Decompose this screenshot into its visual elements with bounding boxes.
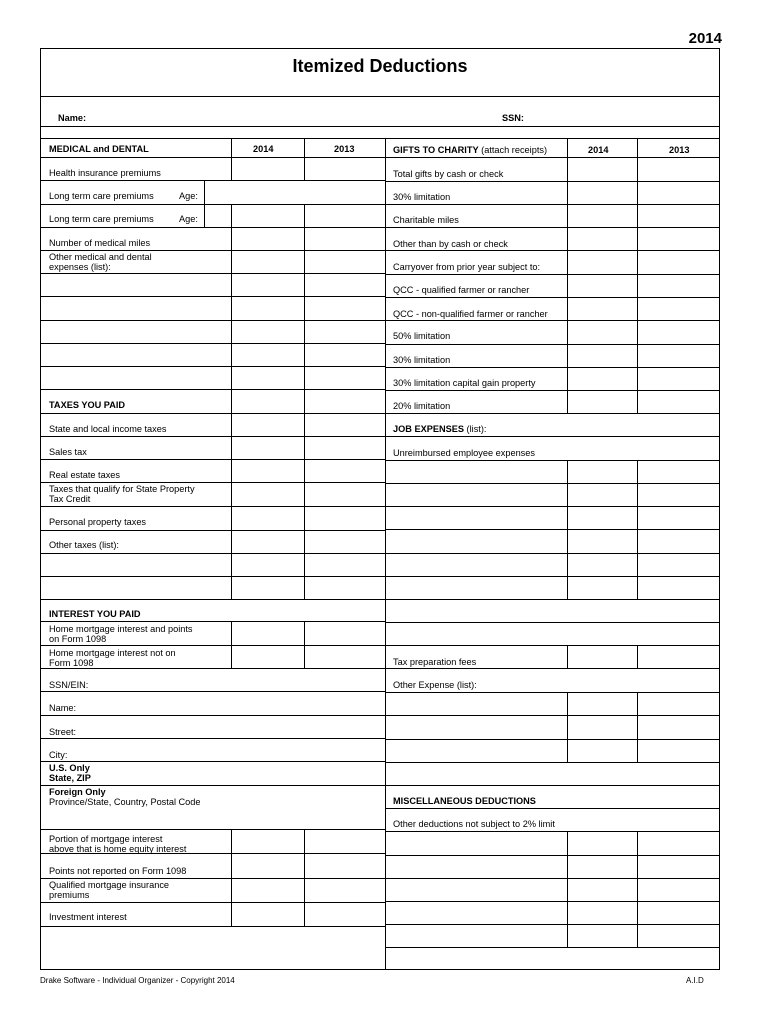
grid-rule bbox=[40, 126, 720, 127]
grid-rule bbox=[385, 924, 720, 925]
grid-rule bbox=[231, 138, 232, 180]
name-label: Name: bbox=[58, 113, 87, 123]
grid-rule bbox=[385, 344, 720, 345]
medical-miles-label: Number of medical miles bbox=[49, 238, 151, 248]
other-taxes-label: Other taxes (list): bbox=[49, 540, 119, 550]
limitation-20-label: 20% limitation bbox=[393, 401, 451, 411]
grid-rule bbox=[40, 366, 385, 367]
grid-rule bbox=[40, 389, 385, 390]
grid-rule bbox=[385, 274, 720, 275]
grid-rule bbox=[304, 621, 305, 668]
grid-rule bbox=[40, 459, 385, 460]
grid-rule bbox=[385, 227, 720, 228]
state-local-taxes-label: State and local income taxes bbox=[49, 424, 167, 434]
grid-rule bbox=[40, 761, 385, 762]
grid-rule bbox=[40, 436, 385, 437]
gifts-header-text: GIFTS TO CHARITY bbox=[393, 145, 479, 155]
grid-rule bbox=[567, 138, 568, 413]
grid-rule bbox=[385, 204, 720, 205]
grid-rule bbox=[567, 645, 568, 668]
limitation-30b-label: 30% limitation bbox=[393, 355, 451, 365]
gifts-header-note: (attach receipts) bbox=[481, 145, 548, 155]
grid-rule bbox=[385, 668, 720, 669]
grid-rule bbox=[40, 138, 720, 139]
form-year: 2014 bbox=[688, 30, 722, 47]
medical-dental-header: MEDICAL and DENTAL bbox=[49, 144, 149, 154]
carryover-label: Carryover from prior year subject to: bbox=[393, 262, 541, 272]
grid-rule bbox=[40, 273, 385, 274]
grid-rule bbox=[304, 413, 305, 599]
grid-rule bbox=[385, 901, 720, 902]
grid-rule bbox=[304, 204, 305, 413]
qcc-qualified-label: QCC - qualified farmer or rancher bbox=[393, 285, 530, 295]
grid-rule bbox=[40, 227, 385, 228]
grid-rule bbox=[40, 157, 720, 158]
city-label: City: bbox=[49, 750, 68, 760]
gifts-to-charity-header bbox=[393, 145, 547, 155]
qcc-non-qualified-label: QCC - non-qualified farmer or rancher bbox=[393, 309, 548, 319]
footer-code: A.I.D bbox=[686, 976, 704, 985]
grid-rule bbox=[567, 460, 568, 599]
grid-rule bbox=[40, 250, 385, 251]
total-gifts-label: Total gifts by cash or check bbox=[393, 169, 504, 179]
grid-rule bbox=[40, 715, 385, 716]
investment-interest-label: Investment interest bbox=[49, 912, 127, 922]
other-than-cash-label: Other than by cash or check bbox=[393, 239, 508, 249]
grid-rule bbox=[385, 506, 720, 507]
health-insurance-label: Health insurance premiums bbox=[49, 168, 161, 178]
grid-rule bbox=[40, 482, 385, 483]
grid-rule bbox=[40, 553, 385, 554]
grid-rule bbox=[385, 808, 720, 809]
grid-rule bbox=[40, 738, 385, 739]
grid-rule bbox=[385, 483, 720, 484]
grid-rule bbox=[637, 831, 638, 947]
taxes-paid-header: TAXES YOU PAID bbox=[49, 400, 126, 410]
grid-rule bbox=[40, 530, 385, 531]
grid-rule bbox=[385, 715, 720, 716]
limitation-50-label: 50% limitation bbox=[393, 331, 451, 341]
grid-rule bbox=[204, 180, 205, 227]
age-label-2: Age: bbox=[179, 214, 198, 224]
long-term-care-label-1: Long term care premiums bbox=[49, 191, 154, 201]
grid-rule bbox=[40, 296, 385, 297]
grid-rule bbox=[637, 138, 638, 413]
grid-rule bbox=[385, 553, 720, 554]
grid-rule bbox=[385, 460, 720, 461]
mortgage-insurance-label: Qualified mortgage insurance premiums bbox=[49, 880, 170, 900]
grid-rule bbox=[40, 691, 385, 692]
home-equity-portion-label: Portion of mortgage interest above that is home equity interest bbox=[49, 834, 187, 854]
grid-rule bbox=[231, 621, 232, 668]
limitation-30-capital-label: 30% limitation capital gain property bbox=[393, 378, 536, 388]
right-col-2013: 2013 bbox=[669, 145, 690, 155]
grid-rule bbox=[567, 692, 568, 762]
grid-rule bbox=[40, 204, 385, 205]
street-label: Street: bbox=[49, 727, 77, 737]
ssn-label: SSN: bbox=[502, 113, 524, 123]
grid-rule bbox=[385, 878, 720, 879]
grid-rule bbox=[40, 853, 385, 854]
grid-rule bbox=[637, 692, 638, 762]
grid-rule bbox=[385, 320, 720, 321]
grid-rule bbox=[385, 297, 720, 298]
grid-rule bbox=[40, 180, 385, 181]
grid-rule bbox=[40, 599, 385, 600]
grid-rule bbox=[385, 785, 720, 786]
grid-rule bbox=[385, 436, 720, 437]
misc-deductions-header: MISCELLANEOUS DEDUCTIONS bbox=[393, 796, 536, 806]
grid-rule bbox=[385, 692, 720, 693]
grid-rule bbox=[385, 762, 720, 763]
tax-prep-fees-label: Tax preparation fees bbox=[393, 657, 477, 667]
grid-rule bbox=[385, 367, 720, 368]
grid-rule bbox=[40, 645, 385, 646]
grid-rule bbox=[40, 343, 385, 344]
page-title: Itemized Deductions bbox=[292, 56, 468, 76]
personal-property-taxes-label: Personal property taxes bbox=[49, 517, 147, 527]
grid-rule bbox=[40, 926, 385, 927]
grid-rule bbox=[637, 460, 638, 599]
grid-rule bbox=[40, 96, 720, 97]
foreign-only-label: Foreign Only bbox=[49, 787, 106, 797]
grid-rule bbox=[385, 855, 720, 856]
right-col-2014: 2014 bbox=[588, 145, 609, 155]
left-col-2013: 2013 bbox=[334, 144, 355, 154]
grid-rule bbox=[637, 645, 638, 668]
interest-paid-header: INTEREST YOU PAID bbox=[49, 609, 141, 619]
points-not-reported-label: Points not reported on Form 1098 bbox=[49, 866, 187, 876]
grid-rule bbox=[567, 831, 568, 947]
age-label-1: Age: bbox=[179, 191, 198, 201]
job-header-note: (list): bbox=[466, 424, 487, 434]
other-medical-label: Other medical and dental expenses (list): bbox=[49, 252, 152, 272]
grid-rule bbox=[231, 829, 232, 926]
us-only-label: U.S. Only State, ZIP bbox=[49, 763, 91, 783]
grid-rule bbox=[40, 878, 385, 879]
limitation-30-label: 30% limitation bbox=[393, 192, 451, 202]
other-expense-label: Other Expense (list): bbox=[393, 680, 477, 690]
grid-rule bbox=[385, 576, 720, 577]
grid-rule bbox=[385, 181, 720, 182]
grid-rule bbox=[385, 622, 720, 623]
grid-rule bbox=[385, 529, 720, 530]
grid-rule bbox=[304, 829, 305, 926]
grid-rule bbox=[40, 621, 385, 622]
grid-rule bbox=[40, 413, 385, 414]
grid-rule bbox=[385, 599, 720, 600]
grid-rule bbox=[385, 250, 720, 251]
home-mortgage-not-1098-label: Home mortgage interest not on Form 1098 bbox=[49, 648, 176, 668]
long-term-care-label-2: Long term care premiums bbox=[49, 214, 154, 224]
charitable-miles-label: Charitable miles bbox=[393, 215, 459, 225]
grid-rule bbox=[40, 829, 385, 830]
sales-tax-label: Sales tax bbox=[49, 447, 87, 457]
lender-name-label: Name: bbox=[49, 703, 77, 713]
grid-rule bbox=[304, 138, 305, 180]
grid-rule bbox=[40, 320, 385, 321]
other-deductions-label: Other deductions not subject to 2% limit bbox=[393, 819, 555, 829]
job-header-text: JOB EXPENSES bbox=[393, 424, 464, 434]
grid-rule bbox=[231, 204, 232, 413]
grid-rule bbox=[385, 645, 720, 646]
grid-rule bbox=[231, 413, 232, 599]
grid-rule bbox=[40, 668, 385, 669]
ssn-ein-label: SSN/EIN: bbox=[49, 680, 89, 690]
left-col-2014: 2014 bbox=[253, 144, 274, 154]
grid-rule bbox=[385, 947, 720, 948]
grid-rule bbox=[385, 739, 720, 740]
home-mortgage-1098-label: Home mortgage interest and points on Form 1098 bbox=[49, 624, 193, 644]
grid-rule bbox=[40, 785, 385, 786]
job-expenses-header bbox=[393, 424, 486, 434]
real-estate-taxes-label: Real estate taxes bbox=[49, 470, 120, 480]
grid-rule bbox=[385, 390, 720, 391]
state-property-credit-label: Taxes that qualify for State Property Tax Credit bbox=[49, 484, 195, 504]
grid-rule bbox=[40, 506, 385, 507]
grid-rule bbox=[385, 413, 720, 414]
grid-rule bbox=[385, 138, 386, 970]
grid-rule bbox=[385, 831, 720, 832]
grid-rule bbox=[40, 576, 385, 577]
unreimbursed-label: Unreimbursed employee expenses bbox=[393, 448, 535, 458]
foreign-detail-label: Province/State, Country, Postal Code bbox=[49, 797, 201, 807]
footer-copyright: Drake Software - Individual Organizer - Copyright 2014 bbox=[40, 976, 235, 985]
grid-rule bbox=[40, 902, 385, 903]
